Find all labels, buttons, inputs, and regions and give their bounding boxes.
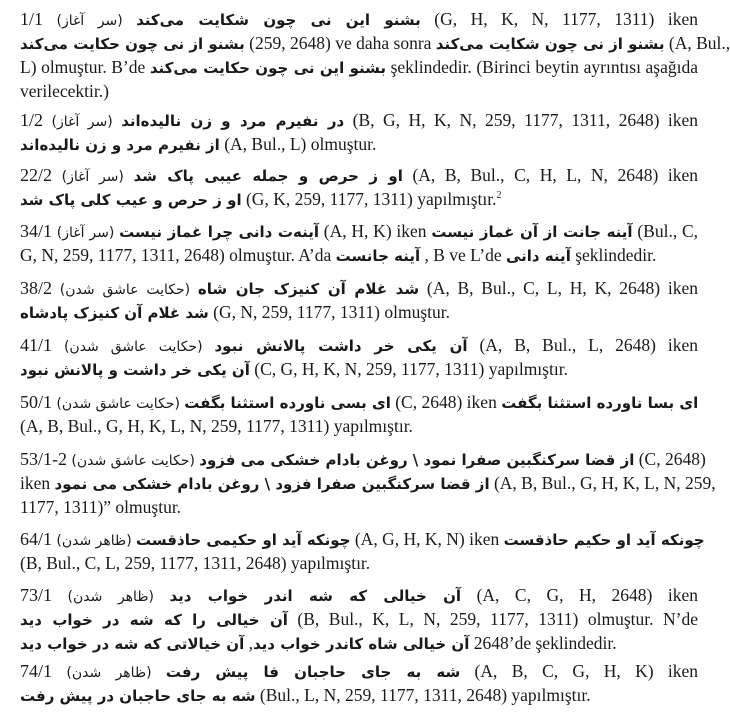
apparatus-entry: [20, 527, 705, 575]
body-text: (259, 2648) ve daha sonra: [244, 33, 436, 53]
entry-line: [20, 527, 705, 551]
entry-line: [20, 659, 698, 683]
body-text: (A, Bul.,: [664, 33, 730, 53]
entry-line: [20, 31, 730, 55]
entry-line: [20, 55, 698, 79]
footnote-marker: 2: [496, 190, 502, 202]
persian-verse: آن خیالی را که شه در خواب دید: [20, 611, 288, 629]
section-label: (سر آغاز): [51, 114, 113, 130]
entry-line: [20, 7, 698, 31]
persian-verse: چونکه آید او حکیمی حاذقست: [136, 531, 351, 549]
persian-verse: از قضا سرکنگبین صفرا فزود \ روغن بادام خشکی می نمود: [54, 475, 490, 493]
body-text: , B ve L’de: [420, 245, 506, 265]
section-label: (ظاهر شدن): [67, 589, 154, 605]
manuscript-sigla: (A, B, Bul., G, H, K, L, N, 259,: [489, 473, 716, 493]
apparatus-entry: [20, 163, 698, 211]
persian-verse: چونکه آید او حکیم حاذقست: [503, 531, 705, 549]
persian-verse: ای بسا ناورده استثنا بگفت: [501, 394, 699, 412]
entry-line: [20, 219, 698, 243]
section-label: (حکایت عاشق شدن): [63, 339, 203, 355]
persian-verse: آینه‌ت دانی چرا غماز نیست: [119, 223, 320, 241]
body-text: verilecektir.): [20, 81, 109, 101]
persian-verse: آن یکی خر داشت و پالانش نبود: [20, 361, 250, 379]
entry-line: [20, 583, 698, 607]
body-text: (Bul., L, N, 259, 1177, 1311, 2648) yapılmıştır.: [255, 685, 591, 705]
persian-verse: آینه جانست: [335, 247, 421, 265]
body-text: (A, Bul., L) olmuştur.: [219, 134, 377, 154]
persian-verse: ای بسی ناورده استثنا بگفت: [184, 394, 391, 412]
section-label: (حکایت عاشق شدن): [59, 282, 191, 298]
body-text: şeklindedir.: [570, 245, 657, 265]
apparatus-entry: [20, 390, 698, 438]
body-text: (A, B, Bul., G, H, K, L, N, 259, 1177, 1311) yapılmıştır.: [20, 416, 413, 436]
manuscript-sigla: (A, B, Bul., C, H, L, N, 2648) iken: [402, 165, 699, 185]
verse-reference: 1/2: [20, 110, 44, 130]
manuscript-sigla: (C, 2648): [634, 449, 706, 469]
apparatus-entry: [20, 659, 698, 707]
verse-reference: 1/1: [20, 9, 44, 29]
body-text: (B, Bul., C, L, 259, 1177, 1311, 2648) yapılmıştır.: [20, 553, 371, 573]
persian-verse: شه به جای حاجبان در پیش رفت: [20, 687, 256, 705]
entry-line: [20, 495, 698, 519]
section-label: (حکایت عاشق شدن): [56, 396, 180, 412]
verse-reference: 34/1: [20, 221, 53, 241]
persian-verse: آن یکی خر داشت پالانش نبود: [214, 337, 468, 355]
body-text: (B, Bul., K, L, N, 259, 1177, 1311) olmuştur. N’de: [287, 609, 698, 629]
section-label: (سر آغاز): [61, 169, 124, 185]
manuscript-sigla: (A, C, G, H, 2648) iken: [461, 585, 699, 605]
entry-line: [20, 390, 698, 414]
section-label: (ظاهر شدن): [66, 665, 152, 681]
verse-reference: 74/1: [20, 661, 53, 681]
manuscript-sigla: (G, H, K, N, 1177, 1311) iken: [420, 9, 698, 29]
body-text: (G, K, 259, 1177, 1311) yapılmıştır.: [241, 189, 497, 209]
apparatus-entry: [20, 333, 698, 381]
body-text: (G, N, 259, 1177, 1311) olmuştur.: [208, 302, 451, 322]
entry-line: [20, 163, 698, 187]
entry-line: [20, 631, 698, 655]
entry-line: [20, 357, 698, 381]
entry-line: [20, 108, 698, 132]
body-text: ,: [244, 633, 253, 653]
persian-verse: از قضا سرکنگبین صفرا نمود \ روغن بادام خشکی می فزود: [199, 451, 635, 469]
section-label: (سر آغاز): [56, 225, 115, 241]
body-text: G, N, 259, 1177, 1311, 2648) olmuştur. A’da: [20, 245, 336, 265]
manuscript-sigla: (B, G, H, K, N, 259, 1177, 1311, 2648) iken: [344, 110, 699, 130]
section-label: (ظاهر شدن): [56, 533, 132, 549]
manuscript-sigla: (A, B, Bul., L, 2648) iken: [467, 335, 698, 355]
entry-line: [20, 132, 698, 156]
verse-reference: 64/1: [20, 529, 53, 549]
entry-line: [20, 414, 698, 438]
apparatus-entry: [20, 7, 730, 103]
manuscript-sigla: (A, B, C, G, H, K) iken: [460, 661, 699, 681]
entry-line: [20, 447, 706, 471]
persian-verse: شد غلام آن کنیزک پادشاه: [20, 304, 209, 322]
apparatus-entry: [20, 108, 698, 156]
entry-line: [20, 333, 698, 357]
verse-reference: 22/2: [20, 165, 53, 185]
entry-line: [20, 187, 698, 211]
persian-verse: بشنو از نی چون حکایت می‌کند: [20, 35, 245, 53]
persian-verse: در نفیرم مرد و زن نالیده‌اند: [121, 112, 345, 130]
persian-verse: بشنو این نی چون شکایت می‌کند: [136, 11, 421, 29]
body-text: (Bul., C,: [632, 221, 699, 241]
verse-reference: 50/1: [20, 392, 53, 412]
verse-reference: 73/1: [20, 585, 53, 605]
body-text: şeklindedir. (Birinci beytin ayrıntısı aşağıda: [386, 57, 698, 77]
persian-verse: از نفیرم مرد و زن نالیده‌اند: [20, 136, 220, 154]
entry-line: [20, 683, 698, 707]
apparatus-entry: [20, 219, 698, 267]
manuscript-sigla: (A, B, Bul., C, L, H, K, 2648) iken: [419, 278, 699, 298]
entry-line: [20, 276, 698, 300]
entry-line: [20, 607, 698, 631]
body-text: (C, 2648) iken: [390, 392, 502, 412]
persian-verse: او ز حرص و جمله عیبی پاک شد: [133, 167, 403, 185]
verse-reference: 41/1: [20, 335, 53, 355]
persian-verse: شه به جای حاجبان فا پیش رفت: [165, 663, 461, 681]
body-text: 1177, 1311)” olmuştur.: [20, 497, 182, 517]
entry-line: [20, 79, 698, 103]
section-label: (سر آغاز): [56, 13, 123, 29]
verse-reference: 38/2: [20, 278, 53, 298]
persian-verse: آن خیالی که شه اندر خواب دید: [169, 587, 462, 605]
persian-verse: آن خیالاتی که شه در خواب دید: [20, 635, 245, 653]
body-text: (C, G, H, K, N, 259, 1177, 1311) yapılmıştır.: [249, 359, 568, 379]
entry-line: [20, 551, 698, 575]
section-label: (حکایت عاشق شدن): [71, 453, 195, 469]
persian-verse: آن خیالی شاه کاندر خواب دید: [253, 635, 470, 653]
persian-verse: بشنو این نی چون حکایت می‌کند: [149, 59, 387, 77]
body-text: (A, H, K) iken: [319, 221, 432, 241]
body-text: iken: [20, 473, 55, 493]
persian-verse: شد غلام آن کنیزک جان شاه: [197, 280, 420, 298]
persian-verse: آینه جانت از آن غماز نیست: [431, 223, 633, 241]
persian-verse: آینه دانی: [505, 247, 571, 265]
apparatus-entry: [20, 276, 698, 324]
body-text: 2648’de şeklindedir.: [469, 633, 617, 653]
entry-line: [20, 243, 698, 267]
apparatus-entry: [20, 583, 698, 655]
body-text: (A, G, H, K, N) iken: [350, 529, 504, 549]
entry-line: [20, 471, 716, 495]
apparatus-entry: [20, 447, 716, 519]
body-text: L) olmuştur. B’de: [20, 57, 150, 77]
entry-line: [20, 300, 698, 324]
persian-verse: او ز حرص و عیب کلی پاک شد: [20, 191, 242, 209]
verse-reference: 53/1-2: [20, 449, 67, 469]
persian-verse: بشنو از نی چون شکایت می‌کند: [435, 35, 665, 53]
